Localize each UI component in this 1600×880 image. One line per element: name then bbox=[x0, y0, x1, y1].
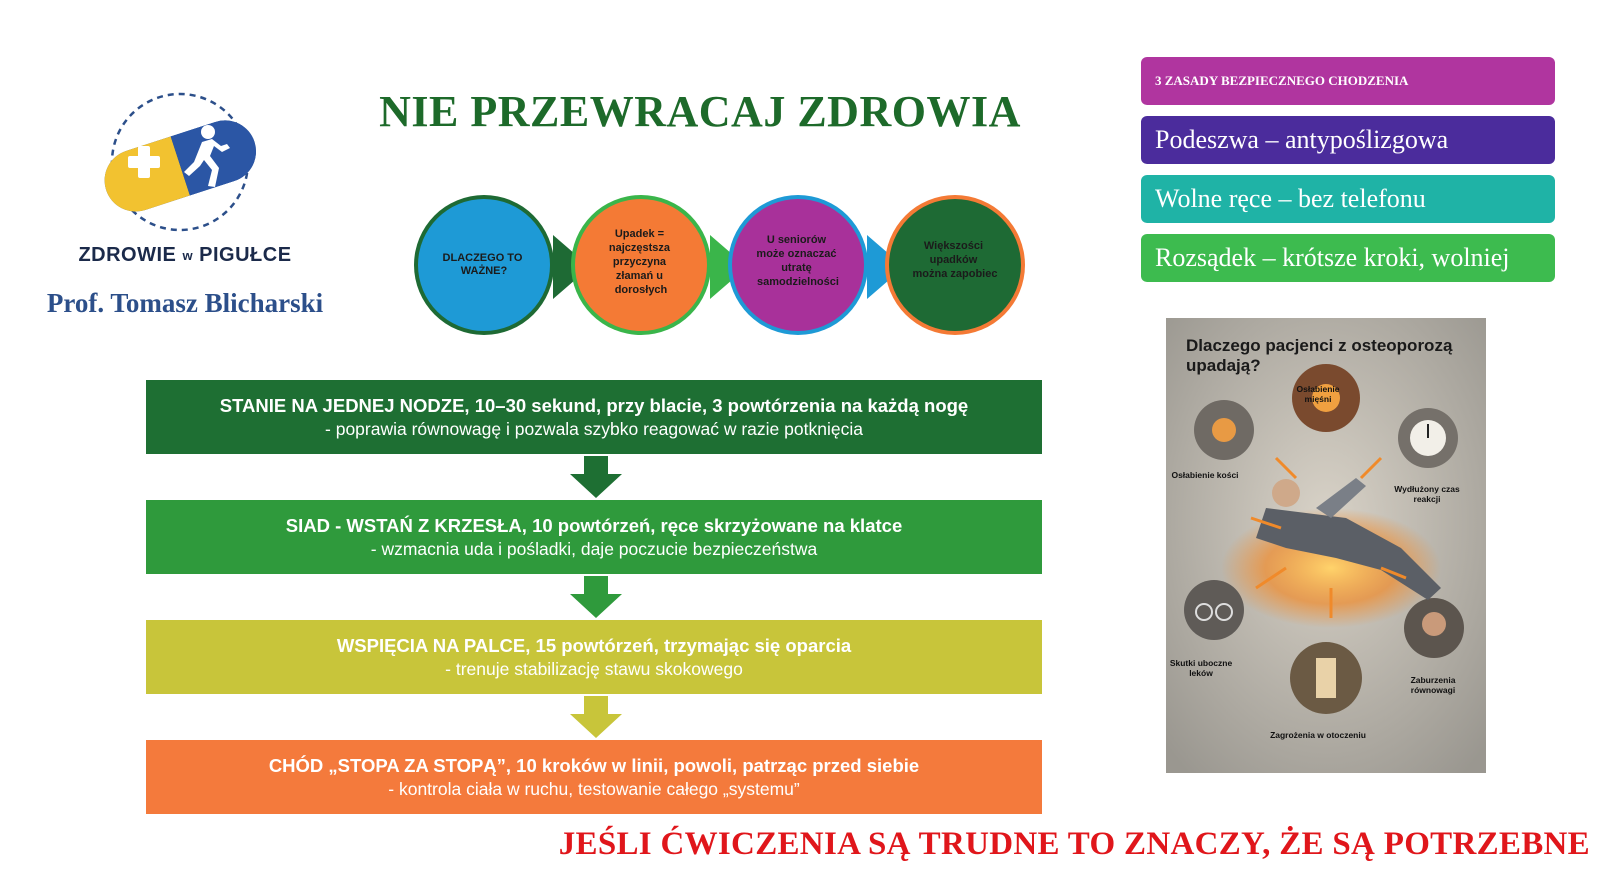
poster-label-environment: Zagrożenia w otoczeniu bbox=[1270, 730, 1366, 740]
poster-label-reaction: Wydłużony czas reakcji bbox=[1394, 484, 1460, 504]
page-title: NIE PRZEWRACAJ ZDROWIA bbox=[379, 87, 1021, 136]
svg-text:Większości upadków moż: Większości upadków można zapobiec bbox=[912, 240, 998, 280]
step-sit-stand bbox=[146, 500, 1042, 574]
footer-slogan: JEŚLI ĆWICZENIA SĄ TRUDNE TO ZNACZY, ŻE SĄ POTRZEBNE bbox=[558, 826, 1590, 862]
dizzy-senior-icon bbox=[1404, 598, 1464, 658]
poster-title: Dlaczego pacjenci z osteoporozą upadają? bbox=[1186, 336, 1453, 375]
step-description: - wzmacnia uda i pośladki, daje poczucie bezpieczeństwa bbox=[370, 539, 818, 559]
down-arrow-icon bbox=[570, 576, 622, 618]
rules-header: 3 ZASADY BEZPIECZNEGO CHODZENIA bbox=[1141, 57, 1555, 105]
step-title: WSPIĘCIA NA PALCE, 15 powtórzeń, trzymając się oparcia bbox=[336, 635, 852, 656]
pills-icon bbox=[1290, 642, 1362, 714]
svg-text:Upadek = najczęstsza p: Upadek = najczęstsza przyczyna złamań u dorosłych bbox=[608, 228, 671, 296]
step-toe-raises bbox=[146, 620, 1042, 694]
stopwatch-icon bbox=[1398, 408, 1458, 468]
circle-why-line-1: DLACZEGO TO bbox=[442, 252, 523, 264]
step-description: - kontrola ciała w ruchu, testowanie całego „systemu” bbox=[388, 779, 800, 799]
step-title: STANIE NA JEDNEJ NODZE, 10–30 sekund, przy blacie, 3 powtórzenia na każdą nogę bbox=[219, 395, 969, 416]
step-description: - poprawia równowagę i pozwala szybko reagować w razie potknięcia bbox=[325, 419, 863, 439]
rule-free-hands: Wolne ręce – bez telefonu bbox=[1141, 175, 1555, 223]
step-title: SIAD - WSTAŃ Z KRZESŁA, 10 powtórzeń, ręce skrzyżowane na klatce bbox=[285, 515, 903, 536]
pill-logo bbox=[90, 90, 270, 240]
why-important-diagram bbox=[410, 185, 1050, 345]
down-arrow-icon bbox=[570, 696, 622, 738]
step-one-leg bbox=[146, 380, 1042, 454]
rule-common-sense: Rozsądek – krótsze kroki, wolniej bbox=[1141, 234, 1555, 282]
step-description: - trenuje stabilizację stawu skokowego bbox=[445, 659, 743, 679]
circle-why-line-2: WAŻNE? bbox=[460, 265, 508, 277]
rule-sole: Podeszwa – antypoślizgowa bbox=[1141, 116, 1555, 164]
poster-label-bones: Osłabienie kości bbox=[1171, 470, 1239, 480]
poster-label-balance: Zaburzenia równowagi bbox=[1410, 675, 1456, 695]
down-arrow-icon bbox=[570, 456, 622, 498]
step-title: CHÓD „STOPA ZA STOPĄ”, 10 kroków w linii, powoli, patrząc przed siebie bbox=[268, 755, 920, 776]
poster-label-muscle: Osłabienie mięśni bbox=[1296, 384, 1340, 404]
poster-label-drugs: Skutki uboczne leków bbox=[1169, 658, 1233, 678]
author-name: Prof. Tomasz Blicharski bbox=[46, 288, 324, 318]
brand-name: ZDROWIE w PIGUŁCE bbox=[78, 244, 292, 266]
glasses-icon bbox=[1184, 580, 1244, 640]
svg-text:U seniorów może oznaczać: U seniorów może oznaczać utratę samodzielności bbox=[756, 234, 839, 288]
icon-bones bbox=[1194, 400, 1254, 460]
step-heel-toe-walk bbox=[146, 740, 1042, 814]
